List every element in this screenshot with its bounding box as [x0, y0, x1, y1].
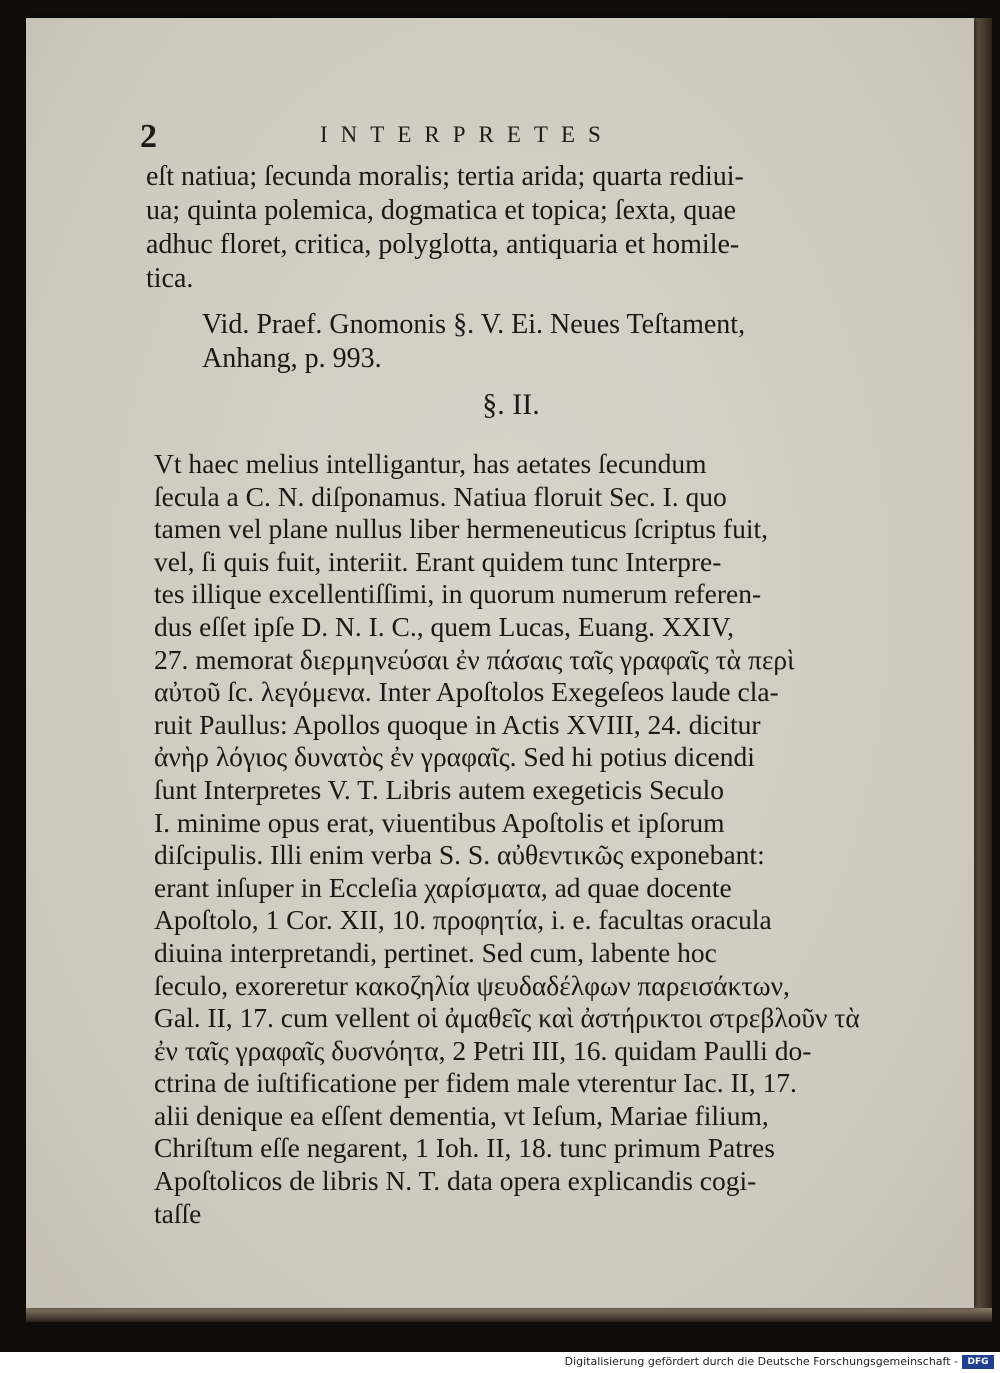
text-line: diſcipulis. Illi enim verba S. S. αὐθεντικῶς exponebant: [154, 839, 765, 871]
text-line: ruit Paullus: Apollos quoque in Actis XVIII, 24. dicitur [154, 708, 761, 740]
text-line: adhuc floret, critica, polyglotta, antiquaria et homile- [146, 229, 740, 260]
text-line: Gal. II, 17. cum vellent οἱ ἀμαθεῖς καὶ ἀστήρικτοι στρεβλοῦν τὰ [154, 1002, 860, 1034]
text-line: diuina interpretandi, pertinet. Sed cum, labente hoc [154, 936, 717, 968]
text-line: ἀνὴρ λόγιος δυνατὸς ἐν γραφαῖς. Sed hi potius dicendi [154, 741, 755, 773]
text-line: Anhang, p. 993. [202, 343, 382, 374]
text-line: I. minime opus erat, viuentibus Apoſtolis et ipſorum [154, 806, 725, 838]
text-line: Vt haec melius intelligantur, has aetates ſecundum [154, 448, 707, 479]
running-head [120, 112, 700, 155]
text-line: dus eſſet ipſe D. N. I. C., quem Lucas, Euang. XXIV, [154, 610, 734, 642]
text-line: Apoſtolo, 1 Cor. XII, 10. προφητία, i. e. facultas oracula [154, 904, 772, 936]
footer-bar [0, 1352, 1000, 1373]
catchword: taſſe [154, 1197, 202, 1229]
text-line: Vid. Praef. Gnomonis §. V. Ei. Neues Teſtament, [202, 309, 746, 340]
paragraph-main [146, 448, 876, 1230]
page-number: 2 [140, 118, 157, 155]
dfg-logo: DFG [962, 1355, 994, 1369]
text-line: tes illique excellentiſſimi, in quorum numerum referen- [154, 578, 762, 610]
text-line: ua; quinta polemica, dogmatica et topica; ſexta, quae [146, 195, 737, 226]
text-line: ſeculo, exoreretur κακοζηλία ψευδαδέλφων παρεισάκτων, [154, 969, 790, 1001]
text-line: ἐν ταῖς γραφαῖς δυσνόητα, 2 Petri III, 16. quidam Paulli do- [154, 1034, 812, 1066]
text-line: ſunt Interpretes V. T. Libris autem exegeticis Seculo [154, 773, 724, 805]
text-line: eſt natiua; ſecunda moralis; tertia arida; quarta rediui- [146, 161, 744, 192]
text-line: ctrina de iuſtificatione per fidem male vterentur Iac. II, 17. [154, 1067, 797, 1099]
text-line: Chriſtum eſſe negarent, 1 Ioh. II, 18. tunc primum Patres [154, 1132, 775, 1164]
paragraph-reference [146, 308, 876, 376]
page-edge-bottom [26, 1308, 992, 1322]
text-line: tamen vel plane nullus liber hermeneuticus ſcriptus fuit, [154, 513, 768, 545]
section-heading: §. II. [482, 388, 540, 421]
footer-credit: Digitalisierung gefördert durch die Deutsche Forschungsgemeinschaft - [564, 1355, 958, 1368]
text-block [146, 160, 876, 1230]
text-line: ſecula a C. N. diſponamus. Natiua floruit Sec. I. quo [154, 480, 727, 512]
text-line: Apoſtolicos de libris N. T. data opera explicandis cogi- [154, 1165, 757, 1197]
page-edge-right [974, 18, 992, 1318]
running-title: INTERPRETES [320, 122, 614, 147]
text-line: alii denique ea eſſent dementia, vt Ieſum, Mariae filium, [154, 1099, 769, 1131]
paragraph-ages [146, 160, 876, 296]
text-line: erant inſuper in Eccleſia χαρίσματα, ad quae docente [154, 871, 732, 903]
text-line: αὐτοῦ ſc. λεγόμενα. Inter Apoſtolos Exegeſeos laude cla- [154, 676, 779, 708]
text-line: vel, ſi quis fuit, interiit. Erant quidem tunc Interpre- [154, 545, 722, 577]
text-line: 27. memorat διερμηνεύσαι ἐν πάσαις ταῖς γραφαῖς τὰ περὶ [154, 643, 795, 675]
text-line: tica. [146, 263, 194, 294]
